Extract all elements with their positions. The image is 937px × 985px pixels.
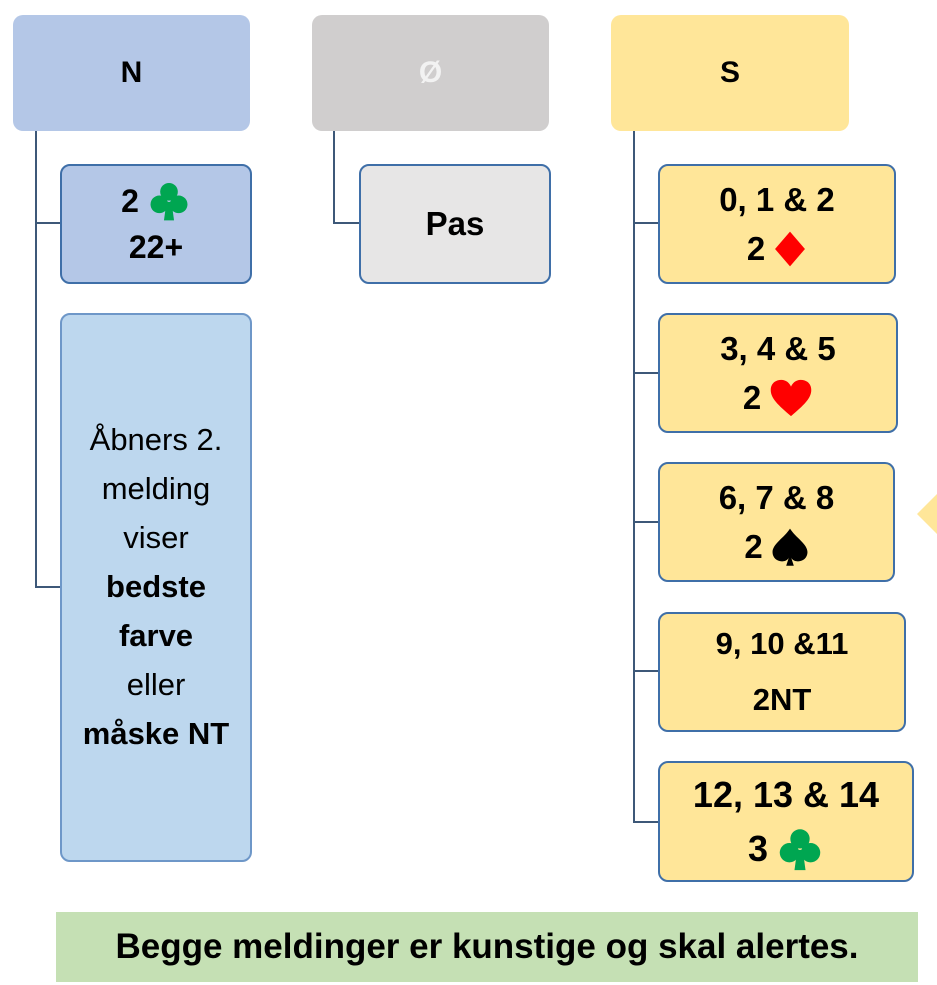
east-header bbox=[312, 15, 549, 131]
opening-points-line bbox=[129, 224, 183, 270]
east-branch-response bbox=[333, 222, 360, 224]
note-line-5: farve bbox=[118, 617, 194, 653]
south-response-2 bbox=[658, 313, 898, 433]
east-response-box bbox=[359, 164, 551, 284]
south-response-4 bbox=[658, 612, 906, 732]
partial-arrow-shape bbox=[917, 494, 937, 534]
club-icon bbox=[147, 180, 191, 222]
opening-points: 22+ bbox=[128, 229, 184, 265]
response-range: 9, 10 &11 bbox=[715, 626, 849, 662]
note-line-3: viser bbox=[123, 520, 189, 556]
south-header-label: S bbox=[719, 56, 740, 89]
diamond-icon bbox=[773, 230, 807, 268]
east-header-label: Ø bbox=[418, 56, 443, 89]
east-response: Pas bbox=[425, 205, 485, 243]
response-bid-line bbox=[743, 373, 813, 423]
response-bid-level: 2 bbox=[742, 379, 762, 416]
south-response-1 bbox=[658, 164, 896, 284]
response-bid-text: 2NT bbox=[752, 682, 812, 717]
note-line-4: bedste bbox=[106, 569, 206, 605]
south-tree-line bbox=[633, 131, 635, 823]
north-branch-note bbox=[35, 586, 61, 588]
response-bid-line bbox=[747, 224, 807, 274]
north-branch-opening bbox=[35, 222, 61, 224]
note-line-2: melding bbox=[101, 471, 211, 507]
response-bid-line bbox=[748, 822, 824, 876]
club-icon bbox=[776, 826, 824, 872]
north-note-box bbox=[60, 313, 252, 862]
north-header-label: N bbox=[120, 56, 143, 89]
north-tree-line bbox=[35, 131, 37, 588]
response-bid-level: 2 bbox=[746, 230, 766, 267]
south-response-5 bbox=[658, 761, 914, 882]
note-text bbox=[83, 416, 229, 759]
south-branch-3 bbox=[633, 521, 659, 523]
south-branch-1 bbox=[633, 222, 659, 224]
note-line-7: måske NT bbox=[82, 715, 230, 751]
south-header bbox=[611, 15, 849, 131]
opening-bid-level: 2 bbox=[121, 182, 139, 219]
response-range: 6, 7 & 8 bbox=[718, 478, 835, 516]
south-branch-4 bbox=[633, 670, 659, 672]
note-line-6: eller bbox=[126, 666, 186, 702]
spade-icon bbox=[771, 527, 809, 567]
heart-icon bbox=[769, 379, 813, 417]
footer-banner bbox=[56, 912, 918, 982]
east-tree-line bbox=[333, 131, 335, 224]
response-range: 3, 4 & 5 bbox=[720, 329, 836, 367]
south-branch-2 bbox=[633, 372, 659, 374]
response-bid-level: 3 bbox=[747, 827, 769, 869]
south-response-3 bbox=[658, 462, 895, 582]
note-line-1: Åbners 2. bbox=[89, 422, 223, 458]
north-header bbox=[13, 15, 250, 131]
response-range: 0, 1 & 2 bbox=[719, 180, 835, 218]
response-bid-level: 2 bbox=[744, 528, 763, 565]
response-bid-line bbox=[744, 522, 808, 572]
response-range: 12, 13 & 14 bbox=[692, 773, 880, 815]
south-branch-5 bbox=[633, 821, 659, 823]
opening-bid-line bbox=[121, 178, 191, 224]
footer-text: Begge meldinger er kunstige og skal alertes. bbox=[115, 927, 859, 966]
north-opening-bid bbox=[60, 164, 252, 284]
